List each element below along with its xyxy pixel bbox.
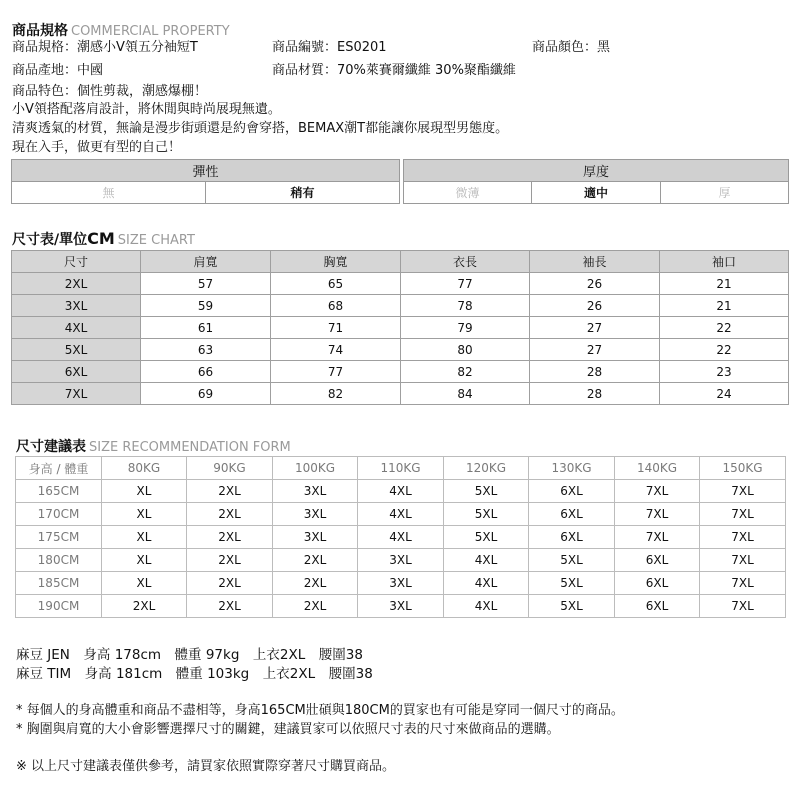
table-cell: 7XL	[700, 572, 786, 595]
product-origin: 商品產地：中國	[12, 63, 104, 78]
table-cell: 5XL	[444, 526, 529, 549]
table-header-cell: 130KG	[529, 457, 615, 480]
table-cell: 2XL	[187, 572, 273, 595]
row-label-cell: 165CM	[16, 480, 102, 503]
row-label-cell: 2XL	[12, 273, 141, 295]
thickness-level-selected: 適中	[532, 182, 661, 204]
table-cell: 68	[271, 295, 401, 317]
table-cell: 5XL	[529, 549, 615, 572]
table-cell: 69	[141, 383, 271, 405]
table-header-cell: 袖口	[660, 251, 789, 273]
table-cell: 78	[401, 295, 530, 317]
table-cell: 82	[271, 383, 401, 405]
elastic-level: 無	[12, 182, 206, 204]
table-cell: 7XL	[700, 595, 786, 618]
note-line: * 胸圍與肩寬的大小會影響選擇尺寸的關鍵，建議買家可以依照尺寸表的尺寸來做商品的選購。	[16, 722, 560, 737]
table-header-cell: 肩寬	[141, 251, 271, 273]
table-cell: 3XL	[358, 549, 444, 572]
table-row	[16, 503, 786, 526]
table-cell: 21	[660, 295, 789, 317]
product-spec: 商品規格：潮感小V領五分袖短T	[12, 40, 198, 55]
product-material: 商品材質：70%萊賽爾纖維 30%聚酯纖維	[272, 63, 516, 78]
table-row	[12, 295, 789, 317]
thickness-header: 厚度	[404, 160, 789, 182]
table-cell: 7XL	[700, 526, 786, 549]
table-cell: 6XL	[615, 595, 700, 618]
table-header-cell: 90KG	[187, 457, 273, 480]
table-cell: 26	[530, 273, 660, 295]
table-header-cell: 80KG	[102, 457, 187, 480]
table-cell: 74	[271, 339, 401, 361]
table-header-cell: 尺寸	[12, 251, 141, 273]
elastic-header: 彈性	[12, 160, 400, 182]
unit-label: CM	[87, 229, 115, 248]
table-header-row	[16, 457, 786, 480]
table-cell: XL	[102, 526, 187, 549]
table-header-cell: 120KG	[444, 457, 529, 480]
fabric-property-table	[11, 159, 789, 204]
table-cell: 2XL	[187, 503, 273, 526]
table-cell: 6XL	[615, 549, 700, 572]
table-cell: 6XL	[529, 503, 615, 526]
table-cell: 28	[530, 383, 660, 405]
table-cell: 22	[660, 317, 789, 339]
table-cell: 2XL	[187, 526, 273, 549]
model-info: 麻豆 JEN 身高 178cm 體重 97kg 上衣2XL 腰圍38	[16, 647, 363, 663]
table-cell: 82	[401, 361, 530, 383]
table-cell: 28	[530, 361, 660, 383]
table-cell: 27	[530, 339, 660, 361]
product-section-title	[12, 20, 230, 40]
table-row	[16, 595, 786, 618]
table-header-cell: 衣長	[401, 251, 530, 273]
model-info: 麻豆 TIM 身高 181cm 體重 103kg 上衣2XL 腰圍38	[16, 666, 373, 682]
row-label-cell: 190CM	[16, 595, 102, 618]
recommendation-title	[16, 436, 291, 456]
table-cell: 65	[271, 273, 401, 295]
table-cell: 80	[401, 339, 530, 361]
table-row	[12, 317, 789, 339]
table-cell: 3XL	[273, 526, 358, 549]
table-row	[12, 383, 789, 405]
table-cell: 7XL	[615, 480, 700, 503]
size-recommendation-table	[15, 456, 786, 618]
table-row	[16, 526, 786, 549]
table-header-row	[12, 251, 789, 273]
elastic-level-selected: 稍有	[206, 182, 400, 204]
table-header-cell: 胸寬	[271, 251, 401, 273]
table-cell: 57	[141, 273, 271, 295]
table-cell: 26	[530, 295, 660, 317]
table-cell: 6XL	[529, 480, 615, 503]
table-cell: 4XL	[358, 526, 444, 549]
row-label-cell: 6XL	[12, 361, 141, 383]
table-cell: 21	[660, 273, 789, 295]
disclaimer: ※ 以上尺寸建議表僅供參考，請買家依照實際穿著尺寸購買商品。	[16, 759, 396, 774]
table-header-cell: 袖長	[530, 251, 660, 273]
table-cell: 66	[141, 361, 271, 383]
table-cell: 27	[530, 317, 660, 339]
table-cell: 2XL	[273, 572, 358, 595]
section-title: 尺寸表/單位	[12, 232, 88, 248]
table-cell: 23	[660, 361, 789, 383]
table-cell: 5XL	[529, 595, 615, 618]
section-subtitle: COMMERCIAL PROPERTY	[71, 24, 230, 39]
table-header-cell: 100KG	[273, 457, 358, 480]
product-desc-line: 商品特色：個性剪裁，潮感爆棚！	[12, 84, 208, 99]
table-cell: 3XL	[273, 480, 358, 503]
note-line: * 每個人的身高體重和商品不盡相等，身高165CM壯碩與180CM的買家也有可能是穿同一個尺寸的商品。	[16, 703, 624, 718]
section-subtitle: SIZE RECOMMENDATION FORM	[89, 440, 291, 455]
table-cell: 77	[271, 361, 401, 383]
row-label-cell: 7XL	[12, 383, 141, 405]
table-cell: 7XL	[615, 526, 700, 549]
table-cell: 22	[660, 339, 789, 361]
row-label-cell: 180CM	[16, 549, 102, 572]
row-label-cell: 5XL	[12, 339, 141, 361]
row-label-cell: 175CM	[16, 526, 102, 549]
table-cell: XL	[102, 549, 187, 572]
table-cell: 84	[401, 383, 530, 405]
table-cell: 7XL	[700, 503, 786, 526]
table-cell: 4XL	[358, 503, 444, 526]
section-title: 商品規格	[12, 23, 68, 39]
table-cell: 77	[401, 273, 530, 295]
table-cell: 4XL	[444, 572, 529, 595]
row-label-cell: 185CM	[16, 572, 102, 595]
table-cell: 4XL	[444, 549, 529, 572]
table-cell: 2XL	[273, 595, 358, 618]
table-row	[16, 572, 786, 595]
table-row	[12, 339, 789, 361]
table-header-cell: 150KG	[700, 457, 786, 480]
table-cell: 3XL	[358, 572, 444, 595]
section-subtitle: SIZE CHART	[117, 233, 195, 248]
table-cell: 2XL	[187, 549, 273, 572]
table-row	[16, 549, 786, 572]
product-code: 商品編號：ES0201	[272, 40, 387, 55]
table-cell: 3XL	[358, 595, 444, 618]
table-cell: 6XL	[529, 526, 615, 549]
table-cell: 4XL	[358, 480, 444, 503]
table-cell: 5XL	[444, 503, 529, 526]
table-cell: 7XL	[615, 503, 700, 526]
table-cell: 7XL	[700, 480, 786, 503]
table-cell: 61	[141, 317, 271, 339]
table-cell: XL	[102, 503, 187, 526]
table-cell: 2XL	[187, 595, 273, 618]
size-chart-table	[11, 250, 789, 405]
table-cell: 7XL	[700, 549, 786, 572]
product-desc-line: 小V領搭配落肩設計，將休閒與時尚展現無遺。	[12, 102, 281, 117]
table-cell: 24	[660, 383, 789, 405]
thickness-level: 厚	[661, 182, 789, 204]
table-cell: 71	[271, 317, 401, 339]
table-cell: 2XL	[187, 480, 273, 503]
table-row	[12, 273, 789, 295]
table-cell: 79	[401, 317, 530, 339]
table-cell: 3XL	[273, 503, 358, 526]
table-row	[16, 480, 786, 503]
thickness-level: 微薄	[404, 182, 532, 204]
table-cell: 5XL	[444, 480, 529, 503]
table-cell: XL	[102, 572, 187, 595]
table-cell: 6XL	[615, 572, 700, 595]
row-label-cell: 170CM	[16, 503, 102, 526]
table-cell: 63	[141, 339, 271, 361]
section-title: 尺寸建議表	[16, 439, 86, 455]
row-label-cell: 3XL	[12, 295, 141, 317]
product-desc-line: 清爽透氣的材質，無論是漫步街頭還是約會穿搭，BEMAX潮T都能讓你展現型男態度。	[12, 121, 509, 136]
row-label-cell: 4XL	[12, 317, 141, 339]
table-cell: 2XL	[273, 549, 358, 572]
table-cell: 5XL	[529, 572, 615, 595]
product-desc-line: 現在入手，做更有型的自己！	[12, 140, 182, 155]
table-cell: 2XL	[102, 595, 187, 618]
table-header-cell: 身高 / 體重	[16, 457, 102, 480]
table-cell: 4XL	[444, 595, 529, 618]
table-cell: XL	[102, 480, 187, 503]
size-chart-title	[12, 229, 195, 249]
table-header-cell: 110KG	[358, 457, 444, 480]
table-row	[12, 361, 789, 383]
product-color: 商品顏色：黑	[532, 40, 611, 55]
table-header-cell: 140KG	[615, 457, 700, 480]
table-cell: 59	[141, 295, 271, 317]
